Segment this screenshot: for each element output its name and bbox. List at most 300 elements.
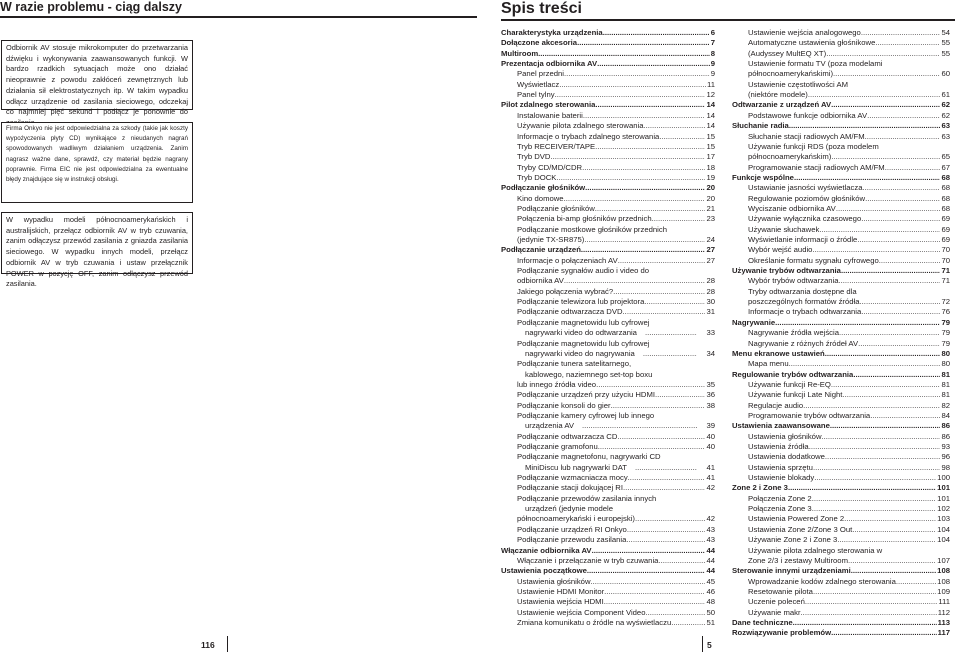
toc-entry — [501, 142, 715, 152]
toc-page-number: 60 — [941, 69, 950, 79]
toc-entry — [732, 608, 950, 618]
toc-column-1 — [501, 28, 715, 640]
toc-column-2 — [732, 28, 950, 640]
toc-leader-dots — [628, 473, 706, 483]
toc-page-number: 62 — [941, 100, 950, 110]
toc-entry-title: Podłączanie tunera satelitarnego, — [517, 359, 632, 369]
toc-page-number: 34 — [706, 348, 715, 358]
toc-section-entry — [732, 349, 950, 359]
toc-page-number: 28 — [706, 286, 715, 296]
toc-entry-title: Tryb RECEIVER/TAPE — [517, 141, 596, 151]
toc-entry-title: Używanie pilota zdalnego sterowania w — [748, 545, 883, 555]
toc-leader-dots — [789, 121, 941, 131]
toc-entry-title: Podłączanie magnetowidu lub cyfrowej — [517, 338, 650, 348]
toc-page-number: 100 — [937, 473, 950, 483]
toc-entry — [501, 463, 715, 473]
toc-entry — [732, 556, 950, 566]
toc-entry — [732, 473, 950, 483]
toc-page-number: 108 — [937, 566, 950, 576]
toc-section-entry — [732, 370, 950, 380]
toc-section-entry — [501, 100, 715, 110]
toc-entry — [732, 442, 950, 452]
toc-page-number: 82 — [941, 400, 950, 410]
toc-entry-title: nagrywarki video do nagrywania — [525, 348, 635, 358]
toc-entry — [732, 535, 950, 545]
toc-entry — [732, 597, 950, 607]
toc-entry — [732, 463, 950, 473]
toc-entry-title: Ustawienia zaawansowane — [732, 421, 830, 431]
toc-section-entry — [732, 266, 950, 276]
toc-entry — [732, 59, 950, 69]
toc-entry-title: Multiroom — [501, 48, 539, 58]
toc-entry — [732, 328, 950, 338]
toc-leader-dots — [861, 214, 940, 224]
toc-page-number: 68 — [941, 172, 950, 182]
toc-entry-title: Prezentacja odbiornika AV — [501, 59, 598, 69]
toc-entry — [732, 514, 950, 524]
toc-entry-title: Ustawienie formatu TV (poza modelami — [748, 59, 883, 69]
toc-entry — [501, 297, 715, 307]
toc-page-number: 63 — [941, 131, 950, 141]
toc-leader-dots — [591, 577, 706, 587]
toc-page-number: 7 — [710, 38, 715, 48]
toc-page-number: 104 — [937, 535, 950, 545]
toc-entry-title: Słuchanie radia — [732, 121, 789, 131]
toc-entry-title: Ustawienie wejścia analogowego — [748, 28, 861, 37]
toc-entry — [501, 525, 715, 535]
toc-page-number: 44 — [706, 555, 715, 565]
toc-entry-title: Ustawienia głośników — [517, 576, 591, 586]
toc-leader-dots — [635, 349, 698, 359]
toc-leader-dots — [592, 546, 706, 556]
toc-entry-title: północnoamerykańskimi) — [748, 69, 834, 79]
toc-entry-title: Wyświetlanie informacji o źródle — [748, 235, 858, 244]
toc-page-number: 19 — [706, 172, 715, 182]
toc-leader-dots — [801, 608, 937, 618]
toc-page-number: 46 — [706, 586, 715, 596]
toc-entry — [732, 256, 950, 266]
page-divider-line — [702, 636, 703, 652]
toc-entry-title: odbiornika AV — [517, 276, 564, 286]
toc-entry — [732, 69, 950, 79]
toc-entry — [501, 256, 715, 266]
toc-page-number: 8 — [710, 48, 715, 58]
toc-leader-dots — [831, 152, 940, 162]
toc-entry-title: (jedynie TX-SR875) — [517, 235, 585, 244]
toc-entry — [732, 245, 950, 255]
toc-entry — [732, 152, 950, 162]
toc-entry-title: Podłączanie urządzeń — [501, 245, 581, 255]
toc-entry — [732, 225, 950, 235]
toc-page-number: 51 — [706, 617, 715, 627]
toc-entry — [501, 535, 715, 545]
toc-leader-dots — [617, 432, 705, 442]
toc-leader-dots — [652, 214, 706, 224]
toc-entry — [732, 287, 950, 297]
toc-entry-title: Regulowanie poziomów głośników — [748, 193, 866, 203]
toc-leader-dots — [644, 121, 706, 131]
toc-entry-title: (Audyssey MultEQ XT) — [748, 48, 827, 58]
toc-entry — [501, 111, 715, 121]
toc-page-number: 71 — [941, 276, 950, 286]
toc-page-number: 28 — [706, 276, 715, 286]
toc-page-number: 101 — [937, 483, 950, 493]
toc-entry — [732, 504, 950, 514]
toc-entry — [501, 483, 715, 493]
toc-entry-title: Podłączanie kamery cyfrowej lub innego — [517, 410, 655, 420]
toc-entry-title: Wyciszanie odbiornika AV — [748, 203, 836, 213]
toc-leader-dots — [865, 132, 941, 142]
toc-page-number: 68 — [941, 183, 950, 193]
toc-entry — [501, 514, 715, 524]
toc-page-number: 6 — [710, 28, 715, 37]
toc-page-number: 112 — [937, 607, 950, 617]
toc-section-entry — [732, 421, 950, 431]
toc-page-number: 79 — [941, 338, 950, 348]
toc-page-number: 69 — [941, 224, 950, 234]
toc-leader-dots — [603, 28, 710, 38]
toc-leader-dots — [794, 173, 940, 183]
toc-page-number: 14 — [706, 110, 715, 120]
toc-entry — [732, 390, 950, 400]
toc-leader-dots — [627, 525, 706, 535]
toc-entry-title: Zone 2 i Zone 3 — [732, 483, 788, 493]
toc-entry-title: Nagrywanie z różnych źródeł AV — [748, 338, 859, 348]
toc-page-number: 38 — [706, 400, 715, 410]
toc-page-number: 55 — [941, 38, 950, 48]
toc-entry-title: Ustawienie blokady — [748, 473, 815, 483]
toc-entry — [501, 618, 715, 628]
toc-entry — [501, 597, 715, 607]
toc-entry-title: Tryby odtwarzania dostępne dla — [748, 286, 857, 296]
left-title-rule — [0, 16, 477, 18]
toc-page-number: 98 — [941, 462, 950, 472]
toc-entry — [501, 370, 715, 380]
toc-entry-title: Używanie pilota zdalnego sterowania — [517, 121, 644, 131]
toc-leader-dots — [839, 276, 941, 286]
toc-leader-dots — [604, 587, 705, 597]
toc-leader-dots — [812, 245, 940, 255]
toc-entry — [732, 380, 950, 390]
toc-entry-title: Ustawienia sprzętu — [748, 462, 813, 472]
toc-page-number: 39 — [706, 421, 715, 431]
toc-leader-dots — [655, 390, 705, 400]
toc-leader-dots — [809, 442, 941, 452]
toc-entry-title: poszczególnych formatów źródła — [748, 297, 860, 307]
toc-leader-dots — [822, 432, 941, 442]
toc-entry-title: Ustawienia początkowe — [501, 566, 587, 576]
toc-leader-dots — [583, 111, 706, 121]
toc-entry-title: Ustawienia wejścia HDMI — [517, 597, 604, 607]
toc-page-number: 81 — [941, 390, 950, 400]
toc-entry — [732, 452, 950, 462]
toc-entry-title: Tryby CD/MD/CDR — [517, 162, 583, 172]
toc-entry-title: Podłączanie głośników — [517, 203, 595, 213]
toc-section-entry — [501, 28, 715, 38]
toc-entry-title: Podstawowe funkcje odbiornika AV — [748, 110, 868, 120]
toc-entry-title: Połączenia Zone 2 — [748, 493, 812, 503]
toc-page-number: 65 — [941, 152, 950, 162]
toc-leader-dots — [564, 69, 710, 79]
toc-page-number: 14 — [706, 121, 715, 131]
toc-entry-title: Podłączanie telewizora lub projektora — [517, 297, 645, 307]
toc-leader-dots — [852, 525, 936, 535]
toc-entry — [732, 235, 950, 245]
toc-entry-title: Ustawienia dodatkowe — [748, 452, 825, 462]
toc-section-entry — [732, 318, 950, 328]
toc-page-number: 76 — [941, 307, 950, 317]
toc-page-number: 9 — [710, 59, 715, 69]
toc-entry-title: Wybór wejść audio — [748, 245, 813, 255]
toc-page-number: 31 — [706, 307, 715, 317]
toc-leader-dots — [671, 618, 705, 628]
toc-entry — [732, 297, 950, 307]
toc-entry — [501, 69, 715, 79]
toc-entry — [732, 307, 950, 317]
toc-entry — [501, 194, 715, 204]
toc-entry-title: Podłączanie sygnałów audio i video do — [517, 266, 650, 276]
toc-page-number: 14 — [706, 100, 715, 110]
toc-leader-dots — [819, 225, 940, 235]
note-text: W wypadku modeli północnoamerykańskich i australijskich, przełącz odbiornik AV w tryb czuwania, zanim odłączysz przewód zasilania z gniazda zasilania sieciowego. W wypadku innych modeli, przełącz odbiornik AV w tryb czuwania i ustaw przełącznik POWER w pozycję OFF, zanim odłączysz przewód zasilania. — [6, 215, 188, 289]
toc-leader-dots — [885, 163, 941, 173]
toc-page-number: 45 — [706, 576, 715, 586]
toc-entry — [732, 546, 950, 556]
toc-page-number: 81 — [941, 369, 950, 379]
toc-page-number: 68 — [941, 203, 950, 213]
toc-entry — [501, 390, 715, 400]
toc-entry-title: Podłączanie konsoli do gier — [517, 400, 611, 410]
toc-entry-title: Jakiego połączenia wybrać? — [517, 286, 614, 296]
toc-leader-dots — [831, 100, 940, 110]
toc-entry — [732, 577, 950, 587]
toc-entry — [501, 204, 715, 214]
toc-entry — [732, 411, 950, 421]
toc-section-entry — [732, 173, 950, 183]
toc-section-entry — [732, 121, 950, 131]
toc-page-number: 68 — [941, 193, 950, 203]
toc-page-number: 80 — [941, 359, 950, 369]
toc-leader-dots — [658, 556, 705, 566]
toc-entry — [732, 494, 950, 504]
toc-entry-title: Dane techniczne — [732, 617, 793, 627]
toc-entry — [732, 339, 950, 349]
toc-entry — [501, 287, 715, 297]
toc-entry — [501, 452, 715, 462]
toc-leader-dots — [861, 307, 940, 317]
toc-leader-dots — [813, 587, 936, 597]
toc-entry — [501, 90, 715, 100]
toc-page-number: 55 — [941, 48, 950, 58]
toc-page-number: 113 — [937, 617, 950, 627]
toc-entry-title: Podłączanie mostkowe głośników przednich — [517, 224, 667, 234]
toc-leader-dots — [814, 473, 936, 483]
toc-page-number: 11 — [707, 79, 715, 89]
toc-entry-title: Charakterystyka urządzenia — [501, 28, 603, 37]
toc-entry-title: Menu ekranowe ustawień — [732, 348, 825, 358]
toc-entry — [501, 380, 715, 390]
toc-page-number: 40 — [706, 442, 715, 451]
toc-page-number: 107 — [937, 555, 950, 565]
toc-page-number: 111 — [938, 597, 950, 607]
toc-entry-title: Nagrywanie — [732, 317, 776, 327]
toc-entry — [732, 183, 950, 193]
toc-entry-title: Używanie Zone 2 i Zone 3 — [748, 535, 838, 545]
toc-page-number: 104 — [937, 524, 950, 534]
toc-entry-title: Podłączanie przewodów zasilania innych — [517, 493, 657, 503]
toc-section-entry — [501, 38, 715, 48]
toc-page-number: 72 — [941, 297, 950, 307]
toc-page-number: 62 — [941, 110, 950, 120]
toc-entry — [732, 194, 950, 204]
toc-page-number: 18 — [706, 162, 715, 172]
toc-entry-title: Podłączanie wzmacniacza mocy — [517, 473, 628, 483]
toc-entry — [501, 318, 715, 328]
page-number-right: 5 — [707, 640, 712, 650]
toc-leader-dots — [813, 463, 940, 473]
toc-entry-title: Sterowanie innymi urządzeniami — [732, 566, 851, 576]
toc-page-number: 42 — [706, 514, 715, 524]
toc-entry-title: Podłączanie urządzeń przy użyciu HDMI — [517, 390, 656, 400]
toc-page-number: 24 — [706, 235, 715, 244]
toc-leader-dots — [582, 163, 705, 173]
toc-leader-dots — [848, 556, 936, 566]
toc-entry-title: Rozwiązywanie problemów — [732, 628, 832, 638]
toc-leader-dots — [803, 401, 940, 411]
toc-leader-dots — [550, 152, 705, 162]
toc-leader-dots — [826, 49, 940, 59]
toc-section-entry — [501, 546, 715, 556]
toc-entry-title: Informacje o trybach zdalnego sterowania — [517, 131, 660, 141]
toc-entry — [732, 276, 950, 286]
toc-entry — [501, 359, 715, 369]
toc-entry — [501, 421, 715, 431]
toc-leader-dots — [627, 463, 697, 473]
toc-entry — [501, 173, 715, 183]
toc-page-number: 81 — [941, 379, 950, 389]
toc-entry — [501, 214, 715, 224]
toc-entry-title: Określanie formatu sygnału cyfrowego — [748, 255, 879, 265]
toc-leader-dots — [870, 411, 940, 421]
toc-page-number: 70 — [941, 245, 950, 255]
toc-leader-dots — [598, 442, 706, 452]
toc-title: Spis treści — [501, 0, 582, 17]
left-page-title: W razie problemu - ciąg dalszy — [0, 0, 182, 14]
toc-leader-dots — [867, 111, 940, 121]
toc-leader-dots — [645, 608, 705, 618]
toc-page-number: 42 — [706, 483, 715, 493]
toc-page-number: 41 — [706, 462, 715, 472]
toc-page-number: 86 — [941, 431, 950, 441]
toc-page-number: 84 — [941, 410, 950, 420]
toc-leader-dots — [564, 276, 706, 286]
toc-entry — [732, 525, 950, 535]
toc-leader-dots — [812, 494, 936, 504]
toc-leader-dots — [613, 287, 705, 297]
toc-entry — [501, 504, 715, 514]
toc-leader-dots — [841, 266, 941, 276]
toc-entry-title: Włączanie i przełączanie w tryb czuwania — [517, 555, 659, 565]
toc-leader-dots — [595, 204, 706, 214]
toc-entry-title: północnoamerykańskim) — [748, 152, 832, 162]
toc-entry — [501, 152, 715, 162]
toc-page-number: 30 — [706, 297, 715, 307]
toc-page-number: 79 — [941, 328, 950, 338]
toc-page-number: 20 — [706, 183, 715, 193]
toc-page-number: 44 — [706, 545, 715, 555]
toc-leader-dots — [644, 297, 705, 307]
toc-page-number: 15 — [706, 131, 715, 141]
toc-leader-dots — [618, 256, 706, 266]
toc-entry-title: Programowanie stacji radiowych AM/FM — [748, 162, 885, 172]
toc-entry-title: północnoamerykański i europejski) — [517, 514, 635, 524]
toc-page-number: 103 — [937, 514, 950, 524]
toc-entry — [501, 235, 715, 245]
toc-leader-dots — [860, 297, 941, 307]
toc-page-number: 108 — [937, 576, 950, 586]
toc-section-entry — [501, 245, 715, 255]
toc-leader-dots — [825, 452, 941, 462]
page-divider-line — [227, 636, 228, 652]
toc-entry-title: Instalowanie baterii — [517, 110, 583, 120]
toc-page-number: 15 — [706, 141, 715, 151]
toc-page-number: 50 — [706, 607, 715, 617]
toc-page-number: 71 — [941, 266, 950, 276]
toc-entry — [732, 38, 950, 48]
toc-leader-dots — [825, 349, 941, 359]
toc-page-number: 63 — [941, 121, 950, 131]
toc-entry-title: Ustawienie wejścia Component Video — [517, 607, 646, 617]
toc-page-number: 67 — [941, 162, 950, 172]
toc-section-entry — [732, 566, 950, 576]
toc-entry-title: Włączanie odbiornika AV — [501, 545, 592, 555]
toc-entry-title: (niektóre modele) — [748, 90, 808, 100]
toc-page-number: 48 — [706, 597, 715, 607]
toc-entry — [501, 307, 715, 317]
toc-entry-title: Regulowanie trybów odtwarzania — [732, 369, 854, 379]
toc-page-number: 33 — [706, 328, 715, 338]
toc-page-number: 79 — [941, 317, 950, 327]
toc-entry — [732, 28, 950, 38]
toc-entry — [501, 266, 715, 276]
toc-leader-dots — [844, 514, 936, 524]
toc-entry — [501, 577, 715, 587]
toc-entry-title: Ustawienia Powered Zone 2 — [748, 514, 845, 524]
toc-leader-dots — [556, 173, 705, 183]
toc-leader-dots — [793, 618, 937, 628]
toc-entry — [732, 587, 950, 597]
toc-leader-dots — [604, 597, 706, 607]
toc-entry-title: Panel tylny — [517, 90, 555, 100]
toc-leader-dots — [584, 235, 705, 245]
toc-page-number: 69 — [941, 235, 950, 244]
toc-entry — [501, 276, 715, 286]
toc-entry-title: Używanie wyłącznika czasowego — [748, 214, 862, 224]
toc-entry-title: Mapa menu — [748, 359, 789, 369]
toc-section-entry — [501, 49, 715, 59]
toc-leader-dots — [597, 59, 710, 69]
toc-page-number: 93 — [941, 442, 950, 451]
toc-leader-dots — [596, 380, 705, 390]
toc-leader-dots — [577, 38, 710, 48]
note-box-microcomputer — [1, 40, 193, 117]
toc-leader-dots — [861, 28, 941, 38]
toc-entry-title: Tryb DVD — [517, 152, 551, 162]
toc-entry-title: Ustawienia Zone 2/Zone 3 Out — [748, 524, 853, 534]
toc-page-number: 109 — [937, 586, 950, 596]
toc-leader-dots — [637, 328, 697, 338]
toc-leader-dots — [853, 370, 940, 380]
